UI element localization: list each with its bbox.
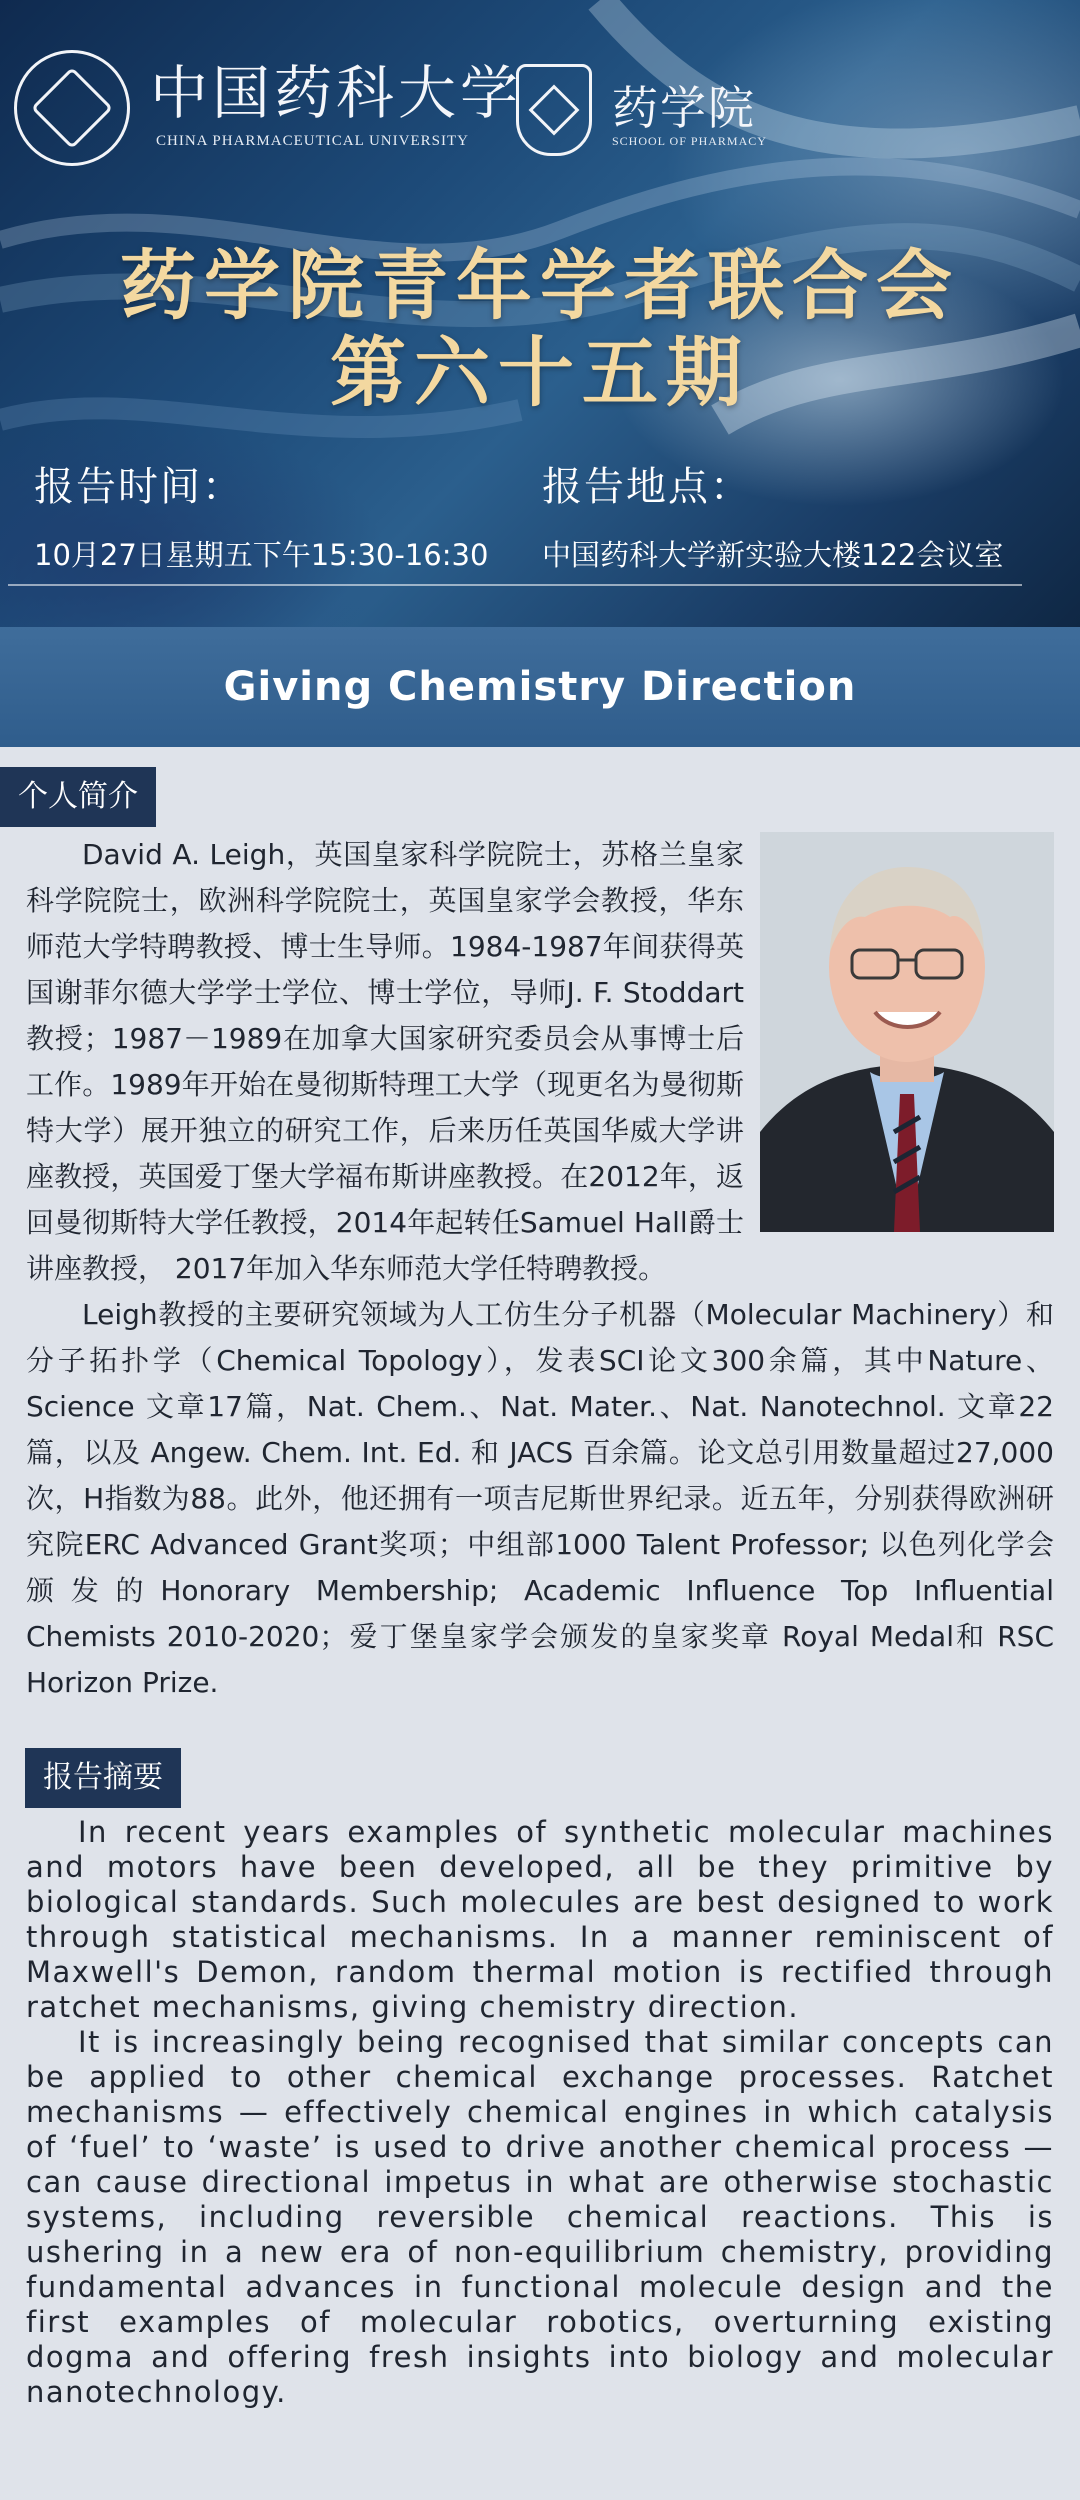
place-value: 中国药科大学新实验大楼122会议室 [542,538,1004,572]
university-name-en: CHINA PHARMACEUTICAL UNIVERSITY [156,133,469,149]
header-divider [8,584,1022,586]
speaker-portrait-image [760,832,1054,1232]
speaker-photo [760,832,1054,1232]
school-badge-logo [516,64,592,156]
bio-paragraph-1: David A. Leigh，英国皇家科学院院士，苏格兰皇家科学院院士，欧洲科学院院士，英国皇家学会教授，华东师范大学特聘教授、博士生导师。1984-1987年间获得英国谢菲尔德大学学士学位、博士学位，导师J. F. Stoddart教授；1987－1989在加拿大国家研究委员会从事博士后工作。1989年开始在曼彻斯特理工大学（现更名为曼彻斯特大学）展开独立的研究工作，后来历任英国华威大学讲座教授，英国爱丁堡大学福布斯讲座教授。在2012年，返回曼彻斯特大学任教授，2014年起转任Samuel Hall爵士讲座教授， 2017年加入华东师范大学任特聘教授。 [26,838,744,1285]
event-title: 药学院青年学者联合会 [120,241,960,330]
bio-paragraph-2: Leigh教授的主要研究领域为人工仿生分子机器（Molecular Machinery）和分子拓扑学（Chemical Topology），发表SCI论文300余篇，其中Nature、Science 文章17篇，Nat. Chem.、Nat. Mater.、Nat. Nanotechnol. 文章22篇，以及 Angew. Chem. Int. Ed. 和 JACS 百余篇。论文总引用数量超过27,000次，H指数为88。此外，他还拥有一项吉尼斯世界纪录。近五年，分别获得欧洲研究院ERC Advanced Grant奖项；中组部1000 Talent Professor; 以色列化学会颁发的Honorary Membership; Academic Influence Top Influential Chemists 2010-2020；爱丁堡皇家学会颁发的皇家奖章 Royal Medal和 RSC Horizon Prize. [26,1298,1054,1699]
university-seal-logo [14,50,130,166]
bio-heading: 个人简介 [0,767,156,827]
university-name-cn: 中国药科大学 [150,59,523,127]
school-name-en: SCHOOL OF PHARMACY [612,134,767,148]
event-issue: 第六十五期 [330,328,750,417]
talk-title: Giving Chemistry Direction [223,664,857,710]
school-name-cn: 药学院 [612,81,756,135]
place-label: 报告地点： [542,464,752,510]
time-value: 10月27日星期五下午15:30-16:30 [34,538,489,572]
header-banner [0,0,1080,627]
abstract-section [26,1815,1054,2410]
abstract-heading: 报告摘要 [25,1748,181,1808]
abstract-paragraph-2: It is increasingly being recognised that similar concepts can be applied to other chemical exchange processes. Ratchet mechanisms — effectively chemical engines in which catalysis of ‘fuel’ to ‘waste’ is used to drive another chemical process — can cause directional impetus in what are otherwise stochastic systems, including reversible chemical reactions. This is ushering in a new era of non-equilibrium chemistry, providing fundamental advances in functional molecule design and the first examples of molecular robotics, overturning existing dogma and offering fresh insights into biology and molecular nanotechnology. [26,2025,1054,2409]
time-label: 报告时间： [34,464,244,510]
bio-section [26,832,1054,1706]
abstract-paragraph-1: In recent years examples of synthetic molecular machines and motors have been developed, all be they primitive by biological standards. Such molecules are best designed to work through statistical mechanisms. In a manner reminiscent of Maxwell's Demon, random thermal motion is rectified through ratchet mechanisms, giving chemistry direction. [26,1815,1054,2024]
talk-title-banner [0,627,1080,747]
